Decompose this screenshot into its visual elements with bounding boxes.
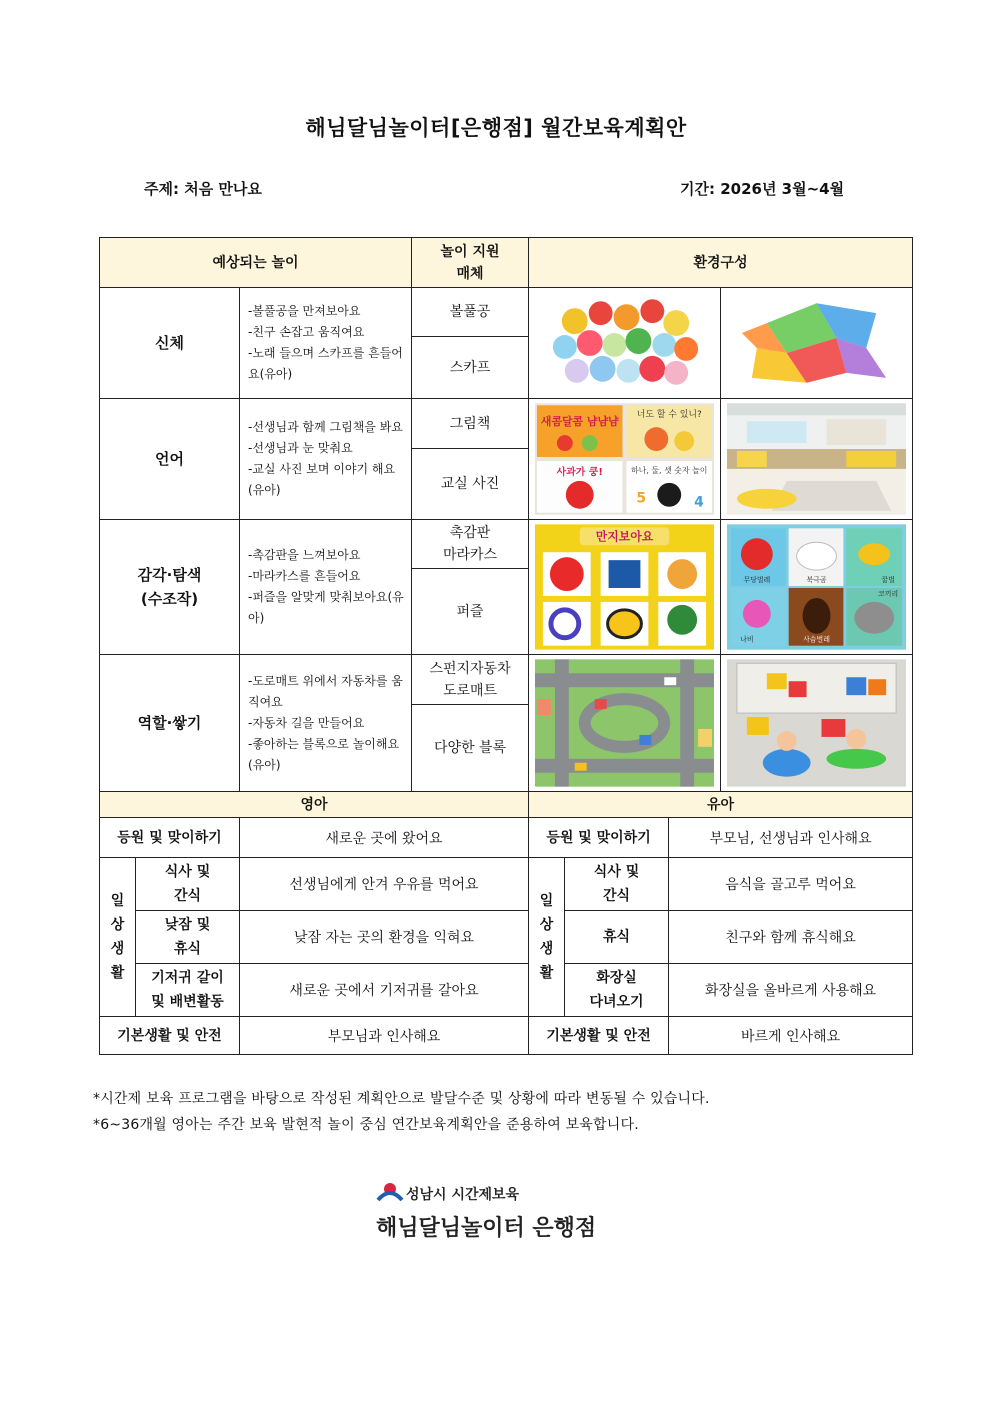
toddler-meal-value: 음식을 골고루 먹어요 [669,858,913,911]
theme-label: 주제: 처음 만나요 [144,180,262,198]
toddler-rest-value: 친구와 함께 휴식해요 [669,911,913,964]
toddler-meal-label: 식사 및 간식 [565,858,669,911]
activities-physical: -볼풀공을 만져보아요 -친구 손잡고 움직여요 -노래 들으며 스카프를 흔들어요(유아) [240,288,412,399]
svg-text:사과가 쿵!: 사과가 쿵! [556,466,603,478]
period-label: 기간: 2026년 3월~4월 [680,180,845,198]
svg-text:꿀벌: 꿀벌 [881,576,895,585]
logo-line-2: 해님달님놀이터 은행점 [376,1216,597,1241]
photo-picture-books [529,399,721,520]
media-picture-book: 그림책 [412,399,529,449]
toddler-safety-value: 바르게 인사해요 [669,1017,913,1055]
infant-safety-label: 기본생활 및 안전 [100,1017,240,1055]
tactile-board-illustration [535,524,714,650]
photo-road-mat [529,655,721,792]
svg-text:코끼리: 코끼리 [878,589,899,598]
svg-text:무당벌레: 무당벌레 [743,576,771,585]
category-language: 언어 [100,399,240,520]
svg-text:북극곰: 북극곰 [806,576,827,585]
svg-text:4: 4 [694,494,704,511]
logo-line-1: 성남시 시간제보육 [406,1187,520,1203]
media-ballpool: 볼풀공 [412,288,529,337]
header-infant: 영아 [100,792,529,818]
media-classroom-photo: 교실 사진 [412,449,529,520]
infant-diaper-label: 기저귀 갈이 및 배변활동 [136,964,240,1017]
toddler-arrival-value: 부모님, 선생님과 인사해요 [669,818,913,858]
document-title: 해님달님놀이터[은행점] 월간보육계획안 [305,116,687,140]
media-sponge-car-mat: 스펀지자동차 도로매트 [412,655,529,705]
classroom-illustration [727,403,906,515]
photo-blocks [721,655,913,792]
svg-text:너도 할 수 있니?: 너도 할 수 있니? [636,410,702,421]
photo-animal-puzzle [721,520,913,655]
infant-safety-value: 부모님과 인사해요 [240,1017,529,1055]
activities-sensory: -촉감판을 느껴보아요 -마라카스를 흔들어요 -퍼즐을 알맞게 맞춰보아요(유아) [240,520,412,655]
category-physical: 신체 [100,288,240,399]
picture-books-illustration [535,403,714,515]
header-toddler: 유아 [529,792,913,818]
infant-arrival-label: 등원 및 맞이하기 [100,818,240,858]
road-mat-illustration [535,659,714,787]
infant-meal-label: 식사 및 간식 [136,858,240,911]
svg-text:사슴벌레: 사슴벌레 [803,635,830,644]
header-play: 예상되는 놀이 [100,238,412,288]
blocks-illustration [727,659,906,787]
svg-text:만지보아요: 만지보아요 [595,529,654,544]
svg-text:나비: 나비 [740,635,754,644]
infant-diaper-value: 새로운 곳에서 기저귀를 갈아요 [240,964,529,1017]
toddler-daily-vertical-label: 일 상 생 활 [529,858,565,1017]
toddler-safety-label: 기본생활 및 안전 [529,1017,669,1055]
category-role-block: 역할·쌓기 [100,655,240,792]
header-environment: 환경구성 [529,238,913,288]
infant-meal-value: 선생님에게 안겨 우유를 먹어요 [240,858,529,911]
media-tactile-maracas: 촉감판 마라카스 [412,520,529,569]
ballpool-illustration [535,293,714,393]
photo-tactile-board [529,520,721,655]
footnote-1: *시간제 보육 프로그램을 바탕으로 작성된 계획안으로 발달수준 및 상황에 따라 변동될 수 있습니다. [93,1091,710,1107]
photo-scarves [721,288,913,399]
photo-ballpool-balls [529,288,721,399]
toddler-toilet-value: 화장실을 올바르게 사용해요 [669,964,913,1017]
footnote-2: *6~36개월 영아는 주간 보육 발현적 놀이 중심 연간보육계획안을 준용하여 보육합니다. [93,1117,639,1133]
infant-nap-label: 낮잠 및 휴식 [136,911,240,964]
infant-daily-vertical-label: 일 상 생 활 [100,858,136,1017]
media-scarf: 스카프 [412,337,529,399]
header-media: 놀이 지원 매체 [412,238,529,288]
animal-puzzle-illustration [727,524,906,650]
photo-classroom [721,399,913,520]
toddler-rest-label: 휴식 [565,911,669,964]
logo-emblem-icon [376,1180,404,1204]
activities-role-block: -도로매트 위에서 자동차를 움직여요 -자동차 길을 만들어요 -좋아하는 블록으로 놀이해요(유아) [240,655,412,792]
infant-nap-value: 낮잠 자는 곳의 환경을 익혀요 [240,911,529,964]
toddler-arrival-label: 등원 및 맞이하기 [529,818,669,858]
category-sensory: 감각·탐색 (수조작) [100,520,240,655]
media-puzzle: 퍼즐 [412,569,529,655]
svg-text:하나, 둘, 셋 숫자 놀이: 하나, 둘, 셋 숫자 놀이 [631,465,708,475]
activities-language: -선생님과 함께 그림책을 봐요 -선생님과 눈 맞춰요 -교실 사진 보며 이야기 해요(유아) [240,399,412,520]
footnotes [93,1086,710,1138]
svg-text:새콤달콤 냠냠냠: 새콤달콤 냠냠냠 [540,415,619,429]
scarf-illustration [727,293,906,393]
svg-text:5: 5 [636,490,647,507]
infant-arrival-value: 새로운 곳에 왔어요 [240,818,529,858]
media-various-blocks: 다양한 블록 [412,705,529,792]
toddler-toilet-label: 화장실 다녀오기 [565,964,669,1017]
plan-table [99,237,913,1055]
